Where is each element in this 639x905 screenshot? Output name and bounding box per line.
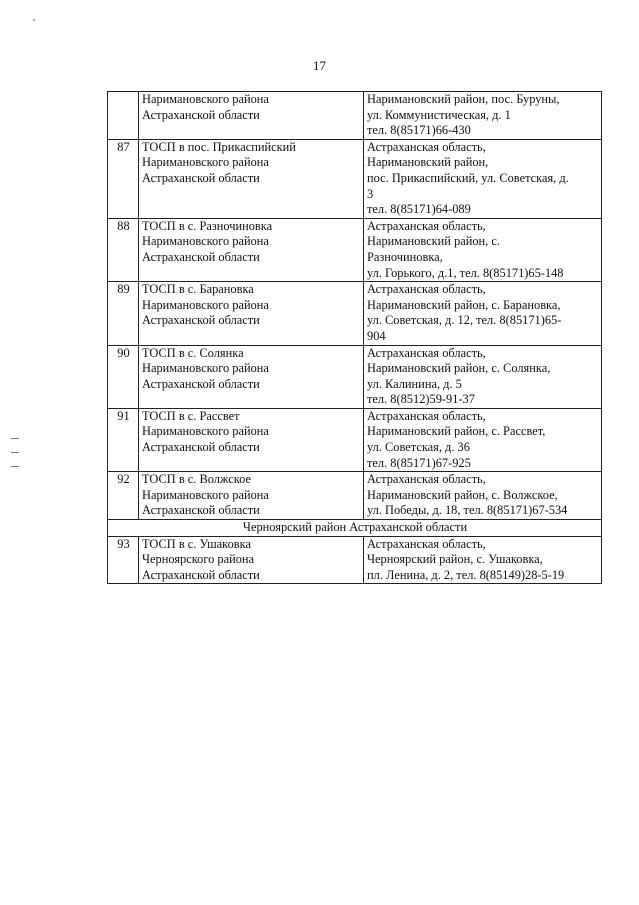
office-address-cell [364, 536, 602, 584]
cell-line: Астраханская область, [367, 218, 486, 233]
cell-line: пл. Ленина, д. 2, тел. 8(85149)28-5-19 [367, 567, 565, 582]
cell-line: ул. Калинина, д. 5 [367, 376, 462, 391]
cell-line: ул. Советская, д. 36 [367, 440, 470, 455]
cell-line: Наримановский район, с. [367, 234, 500, 249]
offices-table [107, 91, 602, 584]
cell-line: Наримановского района [142, 92, 269, 106]
row-number: 89 [108, 282, 139, 345]
cell-line: Наримановский район, с. Солянка, [367, 361, 551, 376]
cell-line: Наримановского района [142, 297, 269, 312]
office-name-cell [139, 472, 364, 520]
margin-mark [11, 466, 19, 467]
section-heading: Черноярский район Астраханской области [108, 520, 602, 537]
office-name-cell [139, 92, 364, 140]
cell-line: ТОСП в с. Барановка [142, 282, 254, 297]
cell-line: Астраханская область, [367, 282, 486, 297]
office-name-cell [139, 408, 364, 471]
row-number: 93 [108, 536, 139, 584]
cell-line: Черноярского района [142, 552, 255, 567]
cell-line: Астраханской области [142, 503, 260, 518]
cell-line: Астраханская область, [367, 345, 486, 360]
row-number [108, 92, 139, 140]
cell-line: ТОСП в с. Волжское [142, 472, 252, 487]
row-number: 88 [108, 218, 139, 281]
office-address-cell [364, 345, 602, 408]
cell-line: Астраханской области [142, 567, 260, 582]
cell-line: Наримановского района [142, 234, 269, 249]
cell-line: тел. 8(85171)66-430 [367, 123, 471, 138]
table-row [108, 139, 602, 218]
cell-line: Астраханская область, [367, 536, 486, 551]
cell-line: Астраханская область, [367, 408, 486, 423]
cell-line: Черноярский район, с. Ушаковка, [367, 552, 543, 567]
cell-line: Астраханская область, [367, 139, 486, 154]
cell-line: Наримановский район, пос. Буруны, [367, 92, 560, 106]
cell-line: тел. 8(85171)64-089 [367, 202, 471, 217]
table-row [108, 218, 602, 281]
office-name-cell [139, 345, 364, 408]
row-number: 87 [108, 139, 139, 218]
page-number: 17 [313, 58, 326, 73]
cell-line: Астраханской области [142, 376, 260, 391]
office-address-cell [364, 408, 602, 471]
office-name-cell [139, 139, 364, 218]
cell-line: Наримановского района [142, 155, 269, 170]
table-row [108, 408, 602, 471]
row-number: 90 [108, 345, 139, 408]
cell-line: Наримановский район, [367, 155, 489, 170]
table-row [108, 282, 602, 345]
cell-line: Астраханской области [142, 440, 260, 455]
office-name-cell [139, 536, 364, 584]
table-row [108, 92, 602, 140]
table-row [108, 345, 602, 408]
scan-speck [33, 19, 35, 21]
cell-line: Астраханская область, [367, 472, 486, 487]
cell-line: Астраханской области [142, 107, 260, 122]
office-address-cell [364, 218, 602, 281]
cell-line: Наримановского района [142, 424, 269, 439]
cell-line: пос. Прикаспийский, ул. Советская, д. [367, 170, 569, 185]
office-address-cell [364, 92, 602, 140]
margin-mark [11, 452, 19, 453]
margin-mark [11, 438, 19, 439]
cell-line: Наримановский район, с. Рассвет, [367, 424, 546, 439]
cell-line: ТОСП в с. Солянка [142, 345, 244, 360]
table-row [108, 536, 602, 584]
cell-line: ул. Коммунистическая, д. 1 [367, 107, 511, 122]
office-address-cell [364, 282, 602, 345]
section-heading-row [108, 520, 602, 537]
margin-marks [11, 438, 19, 480]
row-number: 91 [108, 408, 139, 471]
cell-line: ТОСП в пос. Прикаспийский [142, 139, 296, 154]
cell-line: ул. Победы, д. 18, тел. 8(85171)67-534 [367, 503, 568, 518]
cell-line: ТОСП в с. Разночиновка [142, 218, 273, 233]
table-row [108, 472, 602, 520]
cell-line: ул. Советская, д. 12, тел. 8(85171)65- [367, 313, 562, 328]
cell-line: 904 [367, 328, 386, 343]
office-name-cell [139, 218, 364, 281]
cell-line: тел. 8(85171)67-925 [367, 455, 471, 470]
row-number: 92 [108, 472, 139, 520]
office-address-cell [364, 472, 602, 520]
cell-line: Астраханской области [142, 249, 260, 264]
cell-line: Наримановского района [142, 361, 269, 376]
offices-table-body [108, 92, 602, 584]
cell-line: ТОСП в с. Рассвет [142, 408, 240, 423]
office-address-cell [364, 139, 602, 218]
cell-line: Разночиновка, [367, 249, 443, 264]
cell-line: Наримановского района [142, 487, 269, 502]
cell-line: Наримановский район, с. Барановка, [367, 297, 561, 312]
cell-line: тел. 8(8512)59-91-37 [367, 392, 475, 407]
cell-line: ТОСП в с. Ушаковка [142, 536, 251, 551]
cell-line: 3 [367, 186, 374, 201]
cell-line: ул. Горького, д.1, тел. 8(85171)65-148 [367, 265, 564, 280]
office-name-cell [139, 282, 364, 345]
cell-line: Астраханской области [142, 170, 260, 185]
cell-line: Астраханской области [142, 313, 260, 328]
cell-line: Наримановский район, с. Волжское, [367, 487, 558, 502]
